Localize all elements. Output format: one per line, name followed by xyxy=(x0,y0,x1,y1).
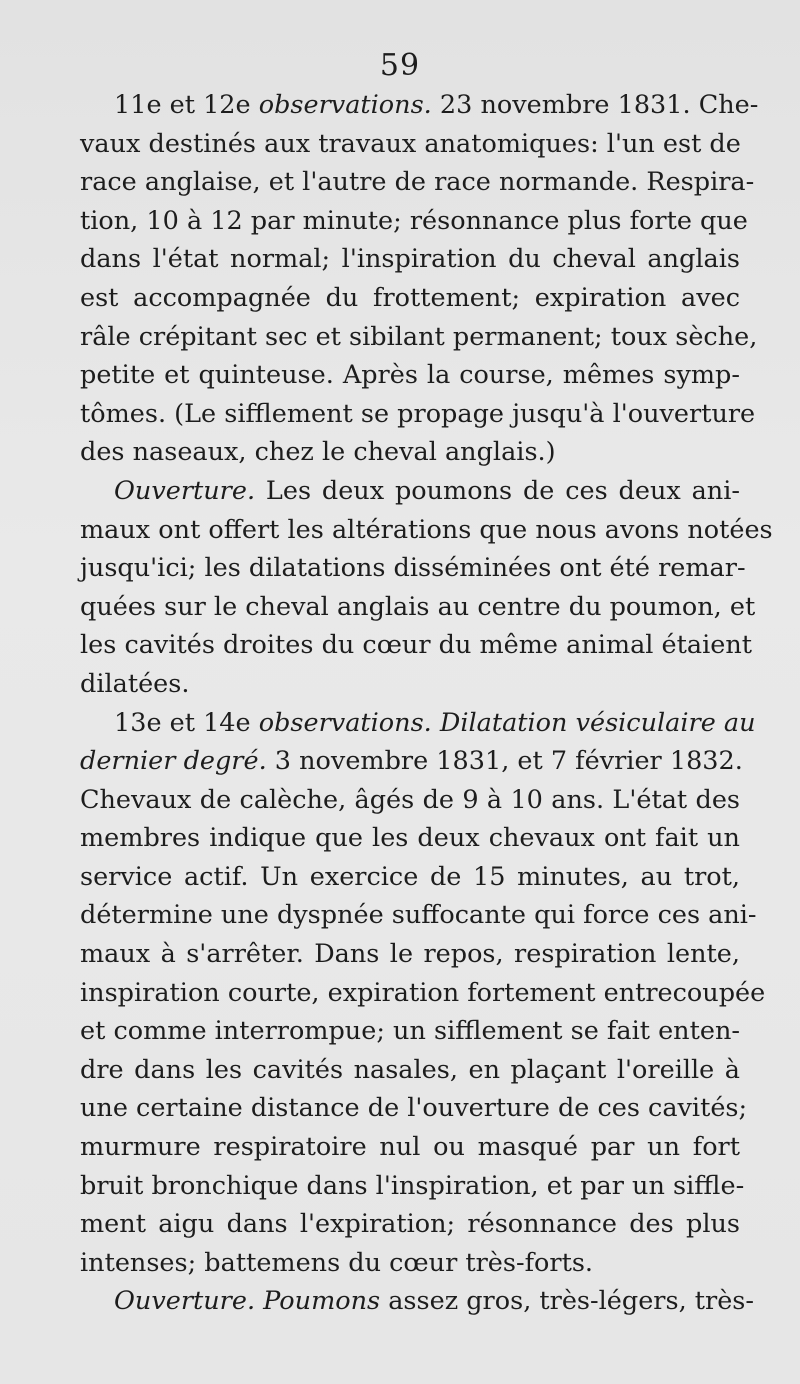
text-run: tion, 10 à 12 par minute; résonnance plus forte que xyxy=(80,205,748,236)
text-line xyxy=(80,395,756,434)
text-run: 23 novembre 1831. Che- xyxy=(431,90,759,120)
text-line xyxy=(80,318,758,357)
text-run: les cavités droites du cœur du même animal étaient xyxy=(80,630,753,661)
text-run: râle crépitant sec et sibilant permanent; toux sèche, xyxy=(80,321,758,352)
text-line xyxy=(80,819,740,858)
text-line xyxy=(80,356,740,395)
text-run: vaux destinés aux travaux anatomiques: l'un est de xyxy=(80,128,741,159)
text-run: Ouverture. Poumons xyxy=(114,1286,381,1317)
text-line xyxy=(80,240,740,279)
text-run: murmure respiratoire nul ou masqué par un fort xyxy=(80,1132,740,1163)
text-run: 3 novembre 1831, et 7 février 1832. xyxy=(266,746,743,777)
text-run: maux à s'arrêter. Dans le repos, respiration lente, xyxy=(80,939,740,970)
text-line xyxy=(80,742,743,781)
text-run: dre dans les cavités nasales, en plaçant l'oreille à xyxy=(80,1054,740,1085)
text-run: Les deux poumons de ces deux ani- xyxy=(255,475,740,506)
text-line xyxy=(80,1012,740,1051)
text-line xyxy=(80,626,753,665)
text-run: bruit bronchique dans l'inspiration, et par un siffle- xyxy=(80,1170,745,1201)
page-number: 59 xyxy=(379,48,421,83)
text-run: membres indique que les deux chevaux ont fait un xyxy=(80,823,740,854)
text-run: dernier degré. xyxy=(80,746,267,777)
text-run: des naseaux, chez le cheval anglais.) xyxy=(80,437,556,468)
text-line xyxy=(80,896,757,935)
text-line xyxy=(80,935,740,974)
text-run: assez gros, très-légers, très- xyxy=(380,1286,755,1317)
text-line xyxy=(80,1244,740,1283)
text-run: inspiration courte, expiration fortement entrecoupée xyxy=(80,977,766,1008)
text-run: tômes. (Le sifflement se propage jusqu'à l'ouverture xyxy=(80,398,756,429)
text-run: maux ont offert les altérations que nous avons notées xyxy=(80,514,773,545)
text-line xyxy=(80,704,756,743)
text-line xyxy=(80,974,766,1013)
text-line xyxy=(80,86,759,125)
text-run: une certaine distance de l'ouverture de ces cavités; xyxy=(80,1093,748,1124)
text-run: et comme interrompue; un sifflement se fait enten- xyxy=(80,1016,740,1047)
text-run: détermine une dyspnée suffocante qui force ces ani- xyxy=(80,900,757,931)
text-run: observations. xyxy=(250,90,432,120)
text-line xyxy=(80,549,746,588)
text-run: race anglaise, et l'autre de race normande. Respira- xyxy=(80,167,755,198)
text-run: dans l'état normal; l'inspiration du cheval anglais xyxy=(80,244,740,275)
body-text xyxy=(80,86,773,1321)
text-line xyxy=(80,588,756,627)
text-line xyxy=(80,433,740,472)
text-run: dilatées. xyxy=(80,668,190,699)
text-run: 13e et 14e xyxy=(114,707,251,738)
text-run: intenses; battemens du cœur très-forts. xyxy=(80,1247,594,1278)
text-line xyxy=(80,1205,740,1244)
text-line xyxy=(80,1167,745,1206)
text-line xyxy=(80,1089,748,1128)
text-run: jusqu'ici; les dilatations disséminées ont été remar- xyxy=(80,553,746,584)
text-run: service actif. Un exercice de 15 minutes, au trot, xyxy=(80,861,740,892)
text-run: observations. Dilatation vésiculaire au xyxy=(250,707,756,738)
text-run: quées sur le cheval anglais au centre du poumon, et xyxy=(80,591,756,622)
text-run: Ouverture. xyxy=(114,475,256,506)
text-line xyxy=(80,1282,755,1321)
text-line xyxy=(80,781,740,820)
text-line xyxy=(80,1128,740,1167)
text-line xyxy=(80,163,755,202)
text-line xyxy=(80,858,740,897)
text-line xyxy=(80,125,740,164)
text-line xyxy=(80,1051,740,1090)
text-line xyxy=(80,279,740,318)
text-run: 11e et 12e xyxy=(114,90,251,120)
text-run: ment aigu dans l'expiration; résonnance des plus xyxy=(80,1209,740,1240)
text-line xyxy=(80,665,740,704)
text-run: petite et quinteuse. Après la course, mêmes symp- xyxy=(80,360,740,391)
text-line xyxy=(80,511,773,550)
text-line xyxy=(80,472,740,511)
text-run: Chevaux de calèche, âgés de 9 à 10 ans. L'état des xyxy=(80,784,740,815)
text-run: est accompagnée du frottement; expiration avec xyxy=(80,282,740,313)
text-line xyxy=(80,202,748,241)
